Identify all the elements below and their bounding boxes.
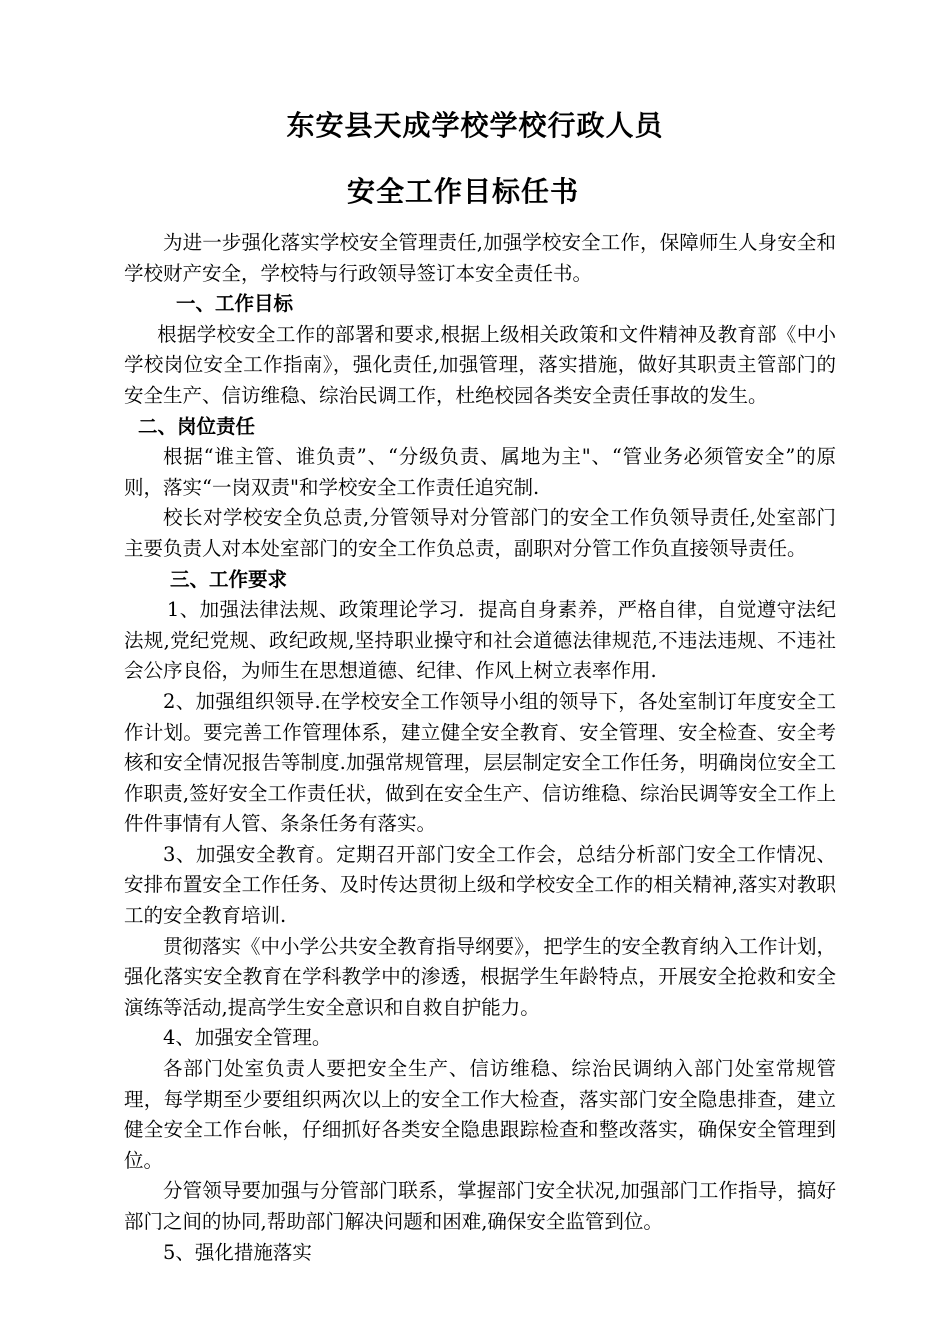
responsibility-paragraph-2: 校长对学校安全负总责,分管领导对分管部门的安全工作负领导责任,处室部门主要负责人对本处室部门的安全工作负总责，副职对分管工作负直接领导责任。 <box>124 506 836 560</box>
requirement-item-4: 4、加强安全管理。 <box>163 1026 332 1050</box>
requirement-item-3-continued: 贯彻落实《中小学公共安全教育指导纲要》，把学生的安全教育纳入工作计划，强化落实安全教育在学科教学中的渗透，根据学生年龄特点，开展安全抢救和安全演练等活动,提高学生安全意识和自救自护能力。 <box>124 934 836 1019</box>
requirement-item-4-paragraph-b: 分管领导要加强与分管部门联系，掌握部门安全状况,加强部门工作指导，搞好部门之间的协同,帮助部门解决问题和困难,确保安全监管到位。 <box>124 1179 836 1233</box>
requirement-item-1: 1、加强法律法规、政策理论学习．提高自身素养，严格自律，自觉遵守法纪法规,党纪党规、政纪政规,坚持职业操守和社会道德法律规范,不违法违规、不违社会公序良俗，为师生在思想道德、纪律、作风上树立表率作用. <box>124 598 836 683</box>
section-heading-goals: 一、工作目标 <box>176 292 294 316</box>
goals-paragraph: 根据学校安全工作的部署和要求,根据上级相关政策和文件精神及教育部《中小学校岗位安全工作指南》，强化责任,加强管理，落实措施，做好其职责主管部门的安全生产、信访维稳、综治民调工作，杜绝校园各类安全责任事故的发生。 <box>124 322 836 407</box>
intro-paragraph: 为进一步强化落实学校安全管理责任,加强学校安全工作，保障师生人身安全和学校财产安全，学校特与行政领导签订本安全责任书。 <box>124 231 836 285</box>
document-title-line-2: 安全工作目标任书 <box>346 175 579 208</box>
responsibility-paragraph-1: 根据“谁主管、谁负责”、“分级负责、属地为主"、“管业务必须管安全”的原则，落实“一岗双责"和学校安全工作责任追究制. <box>124 445 836 499</box>
requirement-item-5: 5、强化措施落实 <box>163 1240 312 1264</box>
requirement-item-2: 2、加强组织领导.在学校安全工作领导小组的领导下，各处室制订年度安全工作计划。要完善工作管理体系，建立健全安全教育、安全管理、安全检查、安全考核和安全情况报告等制度.加强常规管理，层层制定安全工作任务，明确岗位安全工作职责,签好安全工作责任状，做到在安全生产、信访维稳、综治民调等安全工作上件件事情有人管、条条任务有落实。 <box>124 689 836 836</box>
document-title-line-1: 东安县天成学校学校行政人员 <box>286 109 664 142</box>
document-body <box>124 228 836 1268</box>
section-heading-requirements: 三、工作要求 <box>170 567 288 591</box>
requirement-item-4-paragraph-a: 各部门处室负责人要把安全生产、信访维稳、综治民调纳入部门处室常规管理，每学期至少要组织两次以上的安全工作大检查，落实部门安全隐患排查，建立健全安全工作台帐，仔细抓好各类安全隐患跟踪检查和整改落实，确保安全管理到位。 <box>124 1057 836 1172</box>
section-heading-responsibility: 二、岗位责任 <box>138 414 256 438</box>
requirement-item-3: 3、加强安全教育。定期召开部门安全工作会，总结分析部门安全工作情况、安排布置安全工作任务、及时传达贯彻上级和学校安全工作的相关精神,落实对教职工的安全教育培训. <box>124 842 836 928</box>
